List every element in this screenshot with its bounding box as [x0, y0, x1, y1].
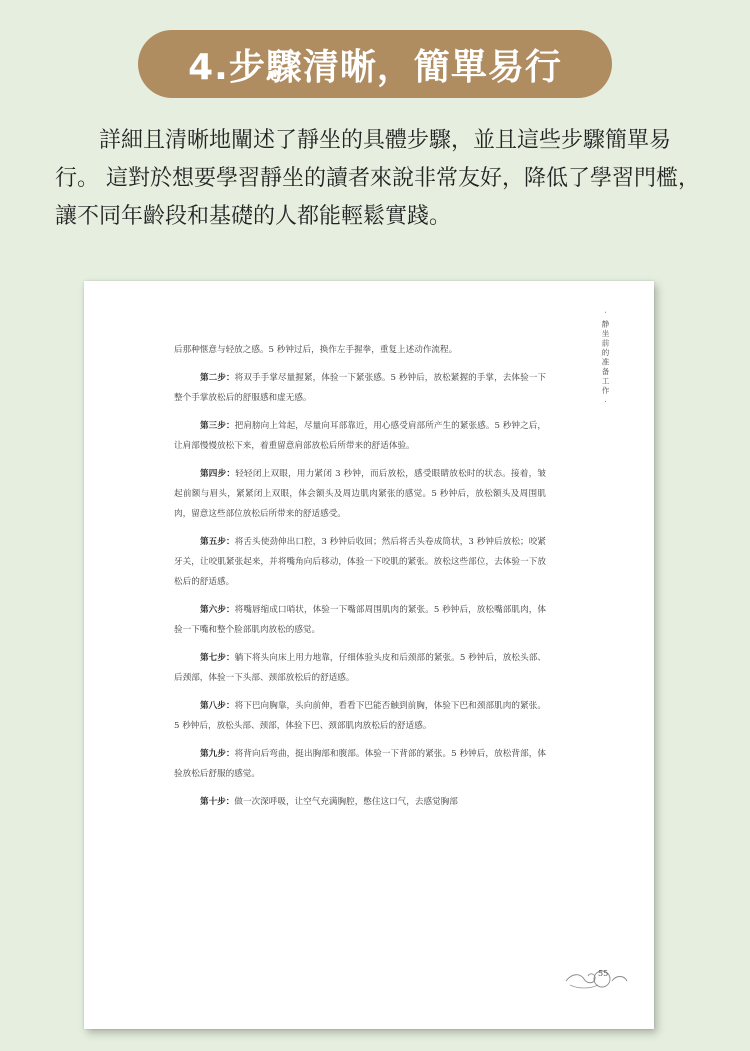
step-text: 把肩膀向上耸起，尽量向耳部靠近，用心感受肩部所产生的紧张感。5 秒钟之后，让肩部慢慢放松下来，着重留意肩部放松后所带来的舒适体验。: [174, 421, 546, 451]
step-5: [174, 532, 546, 592]
step-text: 躺下将头向床上用力地靠，仔细体验头皮和后颈部的紧张。5 秒钟后，放松头部、后颈部，体验一下头部、颈部放松后的舒适感。: [174, 653, 546, 683]
step-label: 第三步：: [200, 421, 235, 431]
step-text: 轻轻闭上双眼，用力紧闭 3 秒钟，而后放松，感受眼睛放松时的状态。接着，皱起前额与眉头，紧紧闭上双眼，体会额头及周边肌肉紧张的感觉。5 秒钟后，放松额头及周围肌肉，留意这些部位放松后所带来的舒适感受。: [174, 469, 546, 519]
cloud-ornament-icon: [564, 967, 630, 991]
step-7: [174, 648, 546, 688]
step-text: 将下巴向胸靠，头向前伸，看看下巴能否触到前胸，体验下巴和颈部肌肉的紧张。5 秒钟后，放松头部、颈部，体验下巴、颈部肌肉放松后的舒适感。: [174, 701, 546, 731]
running-header: · 静坐前的准备工作 ·: [601, 311, 610, 405]
step-label: 第六步：: [200, 605, 235, 615]
step-label: 第二步：: [200, 373, 235, 383]
step-text: 做一次深呼吸，让空气充满胸腔，憋住这口气，去感觉胸部: [234, 797, 458, 807]
step-2: [174, 368, 546, 408]
step-text: 将背向后弯曲，挺出胸部和腹部。体验一下背部的紧张。5 秒钟后，放松背部，体验放松后舒服的感觉。: [174, 749, 546, 779]
step-6: [174, 600, 546, 640]
intro-paragraph: [55, 122, 705, 236]
step-text: 将双手手掌尽量握紧，体验一下紧张感。5 秒钟后，放松紧握的手掌，去体验一下整个手掌放松后的舒服感和虚无感。: [174, 373, 546, 403]
step-label: 第四步：: [200, 469, 236, 479]
step-label: 第九步：: [200, 749, 235, 759]
section-title: 4.步驟清晰，簡單易行: [188, 46, 562, 88]
intro-text: 詳細且清晰地闡述了靜坐的具體步驟，並且這些步驟簡單易行。 這對於想要學習靜坐的讀者來說非常友好，降低了學習門檻，讓不同年齡段和基礎的人都能輕鬆實踐。: [55, 128, 700, 229]
section-title-banner: [138, 30, 612, 98]
step-9: [174, 744, 546, 784]
page-body: [174, 340, 546, 820]
step-3: [174, 416, 546, 456]
step-label: 第十步：: [200, 797, 235, 807]
opening-line: 后那种惬意与轻放之感。5 秒钟过后，换作左手握拳，重复上述动作流程。: [174, 345, 458, 355]
step-text: 将嘴唇缩成口哨状，体验一下嘴部周围肌肉的紧张。5 秒钟后，放松嘴部肌肉，体验一下嘴和整个脸部肌肉放松的感觉。: [174, 605, 546, 635]
step-label: 第八步：: [200, 701, 235, 711]
step-label: 第五步：: [200, 537, 235, 547]
step-label: 第七步：: [200, 653, 235, 663]
step-10: [174, 792, 546, 812]
step-8: [174, 696, 546, 736]
page-number: 55: [598, 969, 609, 978]
book-page-image: [84, 281, 654, 1029]
step-4: [174, 464, 546, 524]
step-text: 将舌头使劲伸出口腔，3 秒钟后收回；然后将舌头卷成筒状，3 秒钟后放松；咬紧牙关，让咬肌紧张起来，并将嘴角向后移动，体验一下咬肌的紧张。放松这些部位，去体验一下放松后的舒适感。: [174, 537, 546, 587]
